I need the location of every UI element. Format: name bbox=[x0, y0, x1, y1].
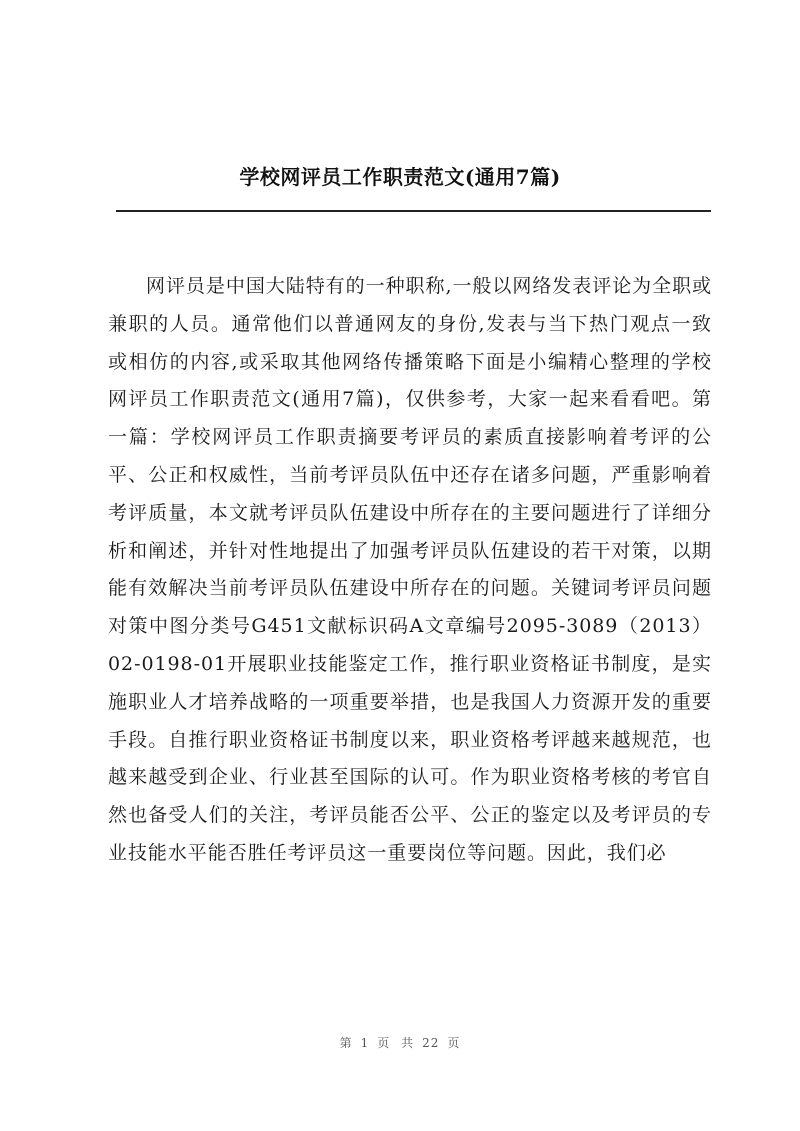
title-divider bbox=[116, 210, 711, 212]
page-footer bbox=[0, 1034, 800, 1051]
footer-page-number: 1 bbox=[360, 1036, 370, 1050]
document-title: 学校网评员工作职责范文(通用7篇) bbox=[239, 165, 561, 189]
footer-total-pages: 22 bbox=[422, 1036, 440, 1050]
footer-suffix: 页 bbox=[447, 1036, 461, 1050]
footer-prefix: 第 bbox=[339, 1036, 353, 1050]
footer-middle: 页 共 bbox=[377, 1036, 415, 1050]
document-body-paragraph: 网评员是中国大陆特有的一种职称,一般以网络发表评论为全职或兼职的人员。通常他们以普通网友的身份,发表与当下热门观点一致或相仿的内容,或采取其他网络传播策略下面是小编精心整理的学校网评员工作职责范文(通用7篇)，仅供参考，大家一起来看看吧。第一篇：学校网评员工作职责摘要考评员的素质直接影响着考评的公平、公正和权威性，当前考评员队伍中还存在诸多问题，严重影响着考评质量，本文就考评员队伍建设中所存在的主要问题进行了详细分析和阐述，并针对性地提出了加强考评员队伍建设的若干对策，以期能有效解决当前考评员队伍建设中所存在的问题。关键词考评员问题对策中图分类号G451文献标识码A文章编号2095-3089（2013）02-0198-01开展职业技能鉴定工作，推行职业资格证书制度，是实施职业人才培养战略的一项重要举措，也是我国人力资源开发的重要手段。自推行职业资格证书制度以来，职业资格考评越来越规范，也越来越受到企业、行业甚至国际的认可。作为职业资格考核的考官自然也备受人们的关注，考评员能否公平、公正的鉴定以及考评员的专业技能水平能否胜任考评员这一重要岗位等问题。因此，我们必 bbox=[108, 275, 712, 864]
